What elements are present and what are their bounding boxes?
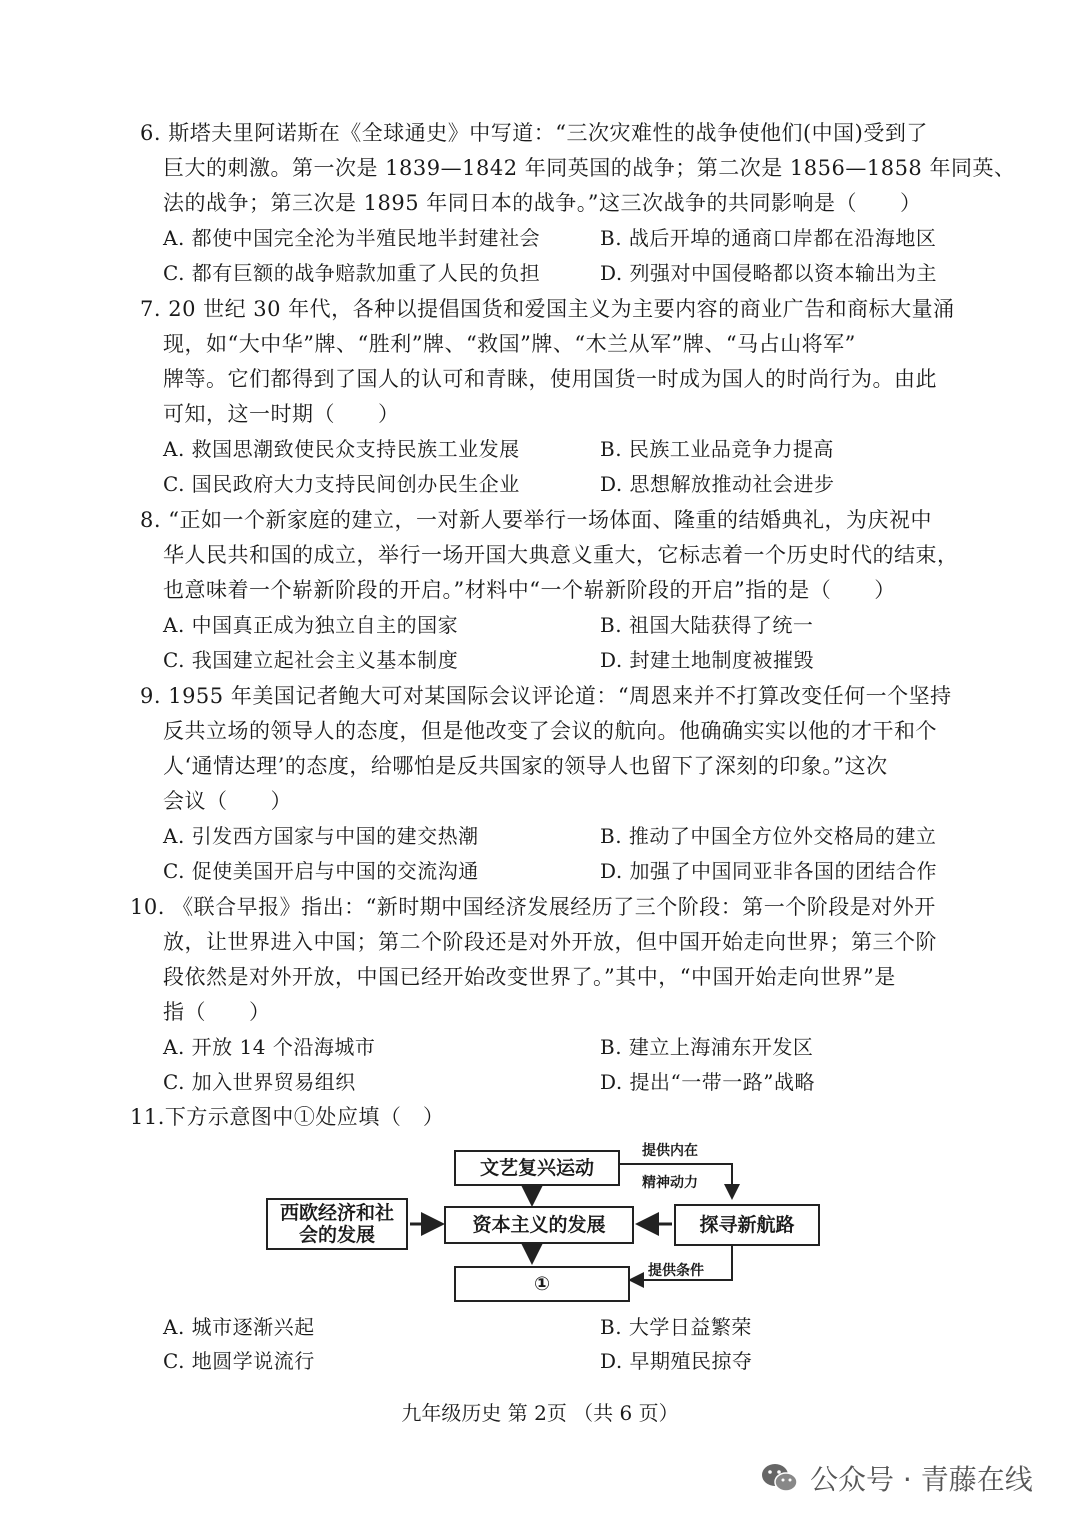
watermark-text: 公众号 · 青藤在线 bbox=[810, 1463, 1033, 1496]
q7-option-d: D. 思想解放推动社会进步 bbox=[600, 472, 835, 496]
q7-option-b: B. 民族工业品竞争力提高 bbox=[600, 437, 834, 461]
box-new-route: 探寻新航路 bbox=[674, 1204, 820, 1246]
q7-line-3: 牌等。它们都得到了国人的认可和青睐，使用国货一时成为国人的时尚行为。由此 bbox=[163, 367, 937, 391]
q10-option-a: A. 开放 14 个沿海城市 bbox=[163, 1035, 376, 1059]
q8-line-2: 华人民共和国的成立，举行一场开国大典意义重大，它标志着一个历史时代的结束， bbox=[163, 543, 959, 567]
q6-line-3: 法的战争；第三次是 1895 年同日本的战争。”这三次战争的共同影响是（ ） bbox=[163, 191, 922, 215]
q9-option-d: D. 加强了中国同亚非各国的团结合作 bbox=[600, 859, 938, 883]
watermark bbox=[760, 1458, 1033, 1498]
q9-option-b: B. 推动了中国全方位外交格局的建立 bbox=[600, 824, 937, 848]
q9-option-c: C. 促使美国开启与中国的交流沟通 bbox=[163, 859, 479, 883]
q9-line-1: 9. 1955 年美国记者鲍大可对某国际会议评论道：“周恩来并不打算改变任何一个坚持 bbox=[140, 684, 952, 708]
q10-line-3: 段依然是对外开放，中国已经开始改变世界了。”其中，“中国开始走向世界”是 bbox=[163, 965, 896, 989]
note-provide-inner: 提供内在 bbox=[642, 1143, 698, 1159]
q10-option-b: B. 建立上海浦东开发区 bbox=[600, 1035, 814, 1059]
q9-option-a: A. 引发西方国家与中国的建交热潮 bbox=[163, 824, 479, 848]
q11-option-b: B. 大学日益繁荣 bbox=[600, 1315, 752, 1339]
q7-option-a: A. 救国思潮致使民众支持民族工业发展 bbox=[163, 437, 520, 461]
q11-option-a: A. 城市逐渐兴起 bbox=[163, 1315, 315, 1339]
q8-line-3: 也意味着一个崭新阶段的开启。”材料中“一个崭新阶段的开启”指的是（ ） bbox=[163, 578, 896, 602]
q8-line-1: 8. “正如一个新家庭的建立，一对新人要举行一场体面、隆重的结婚典礼，为庆祝中 bbox=[140, 508, 932, 532]
q10-line-4: 指（ ） bbox=[163, 1000, 271, 1024]
q10-line-1: 10. 《联合早报》指出：“新时期中国经济发展经历了三个阶段：第一个阶段是对外开 bbox=[130, 895, 936, 919]
q8-option-c: C. 我国建立起社会主义基本制度 bbox=[163, 648, 459, 672]
page-footer: 九年级历史 第 2页 （共 6 页） bbox=[401, 1401, 679, 1425]
q6-line-2: 巨大的刺激。第一次是 1839—1842 年同英国的战争；第二次是 1856—1858 年同英、 bbox=[163, 156, 1016, 180]
q9-line-3: 人‘通情达理’的态度，给哪怕是反共国家的领导人也留下了深刻的印象。”这次 bbox=[163, 754, 888, 778]
q7-line-1: 7. 20 世纪 30 年代，各种以提倡国货和爱国主义为主要内容的商业广告和商标大量涌 bbox=[140, 297, 955, 321]
wechat-icon bbox=[760, 1462, 800, 1494]
box-renaissance: 文艺复兴运动 bbox=[454, 1150, 620, 1186]
box-capitalism: 资本主义的发展 bbox=[444, 1206, 634, 1244]
q10-line-2: 放，让世界进入中国；第二个阶段还是对外开放，但中国开始走向世界；第三个阶 bbox=[163, 930, 937, 954]
note-spiritual-power: 精神动力 bbox=[642, 1175, 698, 1191]
q8-option-d: D. 封建土地制度被摧毁 bbox=[600, 648, 815, 672]
q6-option-c: C. 都有巨额的战争赔款加重了人民的负担 bbox=[163, 261, 541, 285]
q7-line-2: 现，如“大中华”牌、“胜利”牌、“救国”牌、“木兰从军”牌、“马占山将军” bbox=[163, 332, 856, 356]
q6-option-a: A. 都使中国完全沦为半殖民地半封建社会 bbox=[163, 226, 541, 250]
note-provide-conditions: 提供条件 bbox=[648, 1263, 704, 1279]
q6-option-d: D. 列强对中国侵略都以资本输出为主 bbox=[600, 261, 938, 285]
q7-option-c: C. 国民政府大力支持民间创办民生企业 bbox=[163, 472, 520, 496]
q10-option-c: C. 加入世界贸易组织 bbox=[163, 1070, 356, 1094]
box-blank: ① bbox=[454, 1266, 630, 1302]
q8-option-b: B. 祖国大陆获得了统一 bbox=[600, 613, 814, 637]
q9-line-4: 会议（ ） bbox=[163, 789, 292, 813]
q11-line-1: 11.下方示意图中①处应填（ ） bbox=[130, 1105, 445, 1129]
q7-line-4: 可知，这一时期（ ） bbox=[163, 402, 400, 426]
q11-option-c: C. 地圆学说流行 bbox=[163, 1349, 315, 1373]
box-west-europe: 西欧经济和社会的发展 bbox=[266, 1198, 408, 1250]
q6-line-1: 6. 斯塔夫里阿诺斯在《全球通史》中写道：“三次灾难性的战争使他们(中国)受到了 bbox=[140, 121, 928, 145]
q6-option-b: B. 战后开埠的通商口岸都在沿海地区 bbox=[600, 226, 937, 250]
q8-option-a: A. 中国真正成为独立自主的国家 bbox=[163, 613, 459, 637]
flow-diagram bbox=[262, 1136, 832, 1304]
q10-option-d: D. 提出“一带一路”战略 bbox=[600, 1070, 815, 1094]
q9-line-2: 反共立场的领导人的态度，但是他改变了会议的航向。他确确实实以他的才干和个 bbox=[163, 719, 937, 743]
q11-option-d: D. 早期殖民掠夺 bbox=[600, 1349, 753, 1373]
